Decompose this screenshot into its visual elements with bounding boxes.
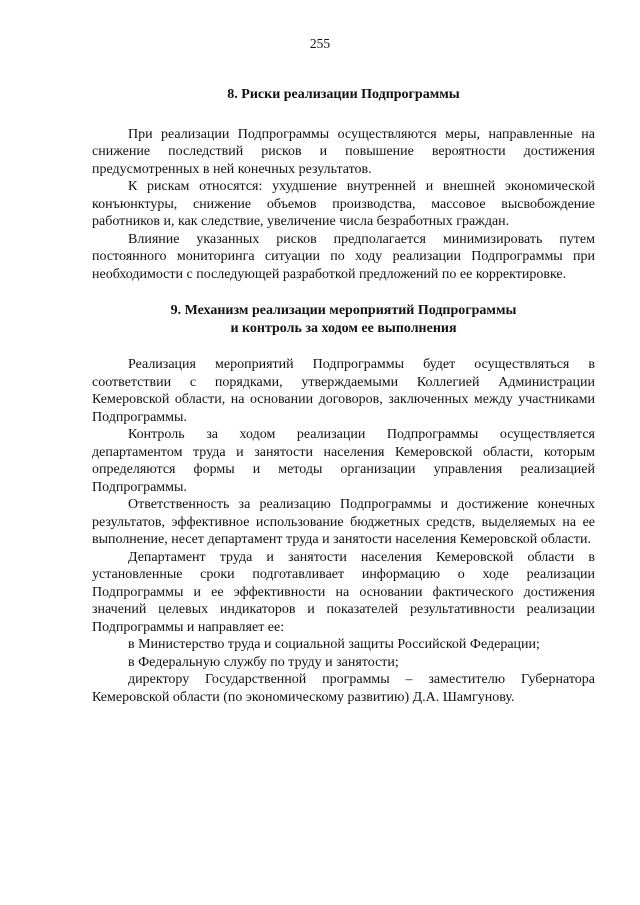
section-8-paragraph: При реализации Подпрограммы осуществляются меры, направленные на снижение последствий рисков и повышение вероятности достижения предусмотренных в ней конечных результатов.: [92, 126, 595, 177]
section-9-heading-line2: и контроль за ходом ее выполнения: [230, 320, 457, 336]
section-8-paragraph: К рискам относятся: ухудшение внутренней и внешней экономической конъюнктуры, снижение объемов производства, массовое высвобождение работников и, как следствие, увеличение числа безработных граждан.: [92, 179, 595, 229]
section-9-heading-line1: 9. Механизм реализации мероприятий Подпрограммы: [170, 303, 517, 318]
section-9-paragraph: Ответственность за реализацию Подпрограммы и достижение конечных результатов, эффективное использование бюджетных средств, выделяемых на ее выполнение, несет департамент труда и занятости населения Кемеровской области.: [92, 497, 595, 547]
section-8-paragraph: Влияние указанных рисков предполагается минимизировать путем постоянного мониторинга ситуации по ходу реализации Подпрограммы при необходимости с последующей разработкой предложений по ее корректировке.: [92, 231, 595, 282]
section-9-paragraph: Департамент труда и занятости населения Кемеровской области в установленные сроки подготавливает информацию о ходе реализации Подпрограммы и ее эффективности на основании фактического достижения значений целевых индикаторов и показателей результативности реализации Подпрограммы и направляет ее:: [92, 549, 595, 635]
section-9-paragraph: Контроль за ходом реализации Подпрограммы осуществляется департаментом труда и занятости населения Кемеровской области, которым определяются формы и методы организации управления реализацией Подпрограммы.: [92, 427, 595, 495]
recipient-item: в Федеральную службу по труду и занятости;: [128, 654, 399, 670]
recipient-item: директору Государственной программы – заместителю Губернатора Кемеровской области (по экономическому развитию) Д.А. Шамгунову.: [92, 672, 595, 705]
section-9-paragraph: Реализация мероприятий Подпрограммы будет осуществляться в соответствии с порядками, утверждаемыми Коллегией Администрации Кемеровской области, на основании договоров, заключенных между участниками Подпрограммы.: [92, 357, 595, 425]
section-9-heading: [92, 302, 595, 337]
document-body: [92, 86, 595, 706]
page-number: 255: [309, 36, 331, 51]
recipient-item: в Министерство труда и социальной защиты Российской Федерации;: [128, 637, 540, 652]
section-8-heading: 8. Риски реализации Подпрограммы: [227, 87, 460, 102]
